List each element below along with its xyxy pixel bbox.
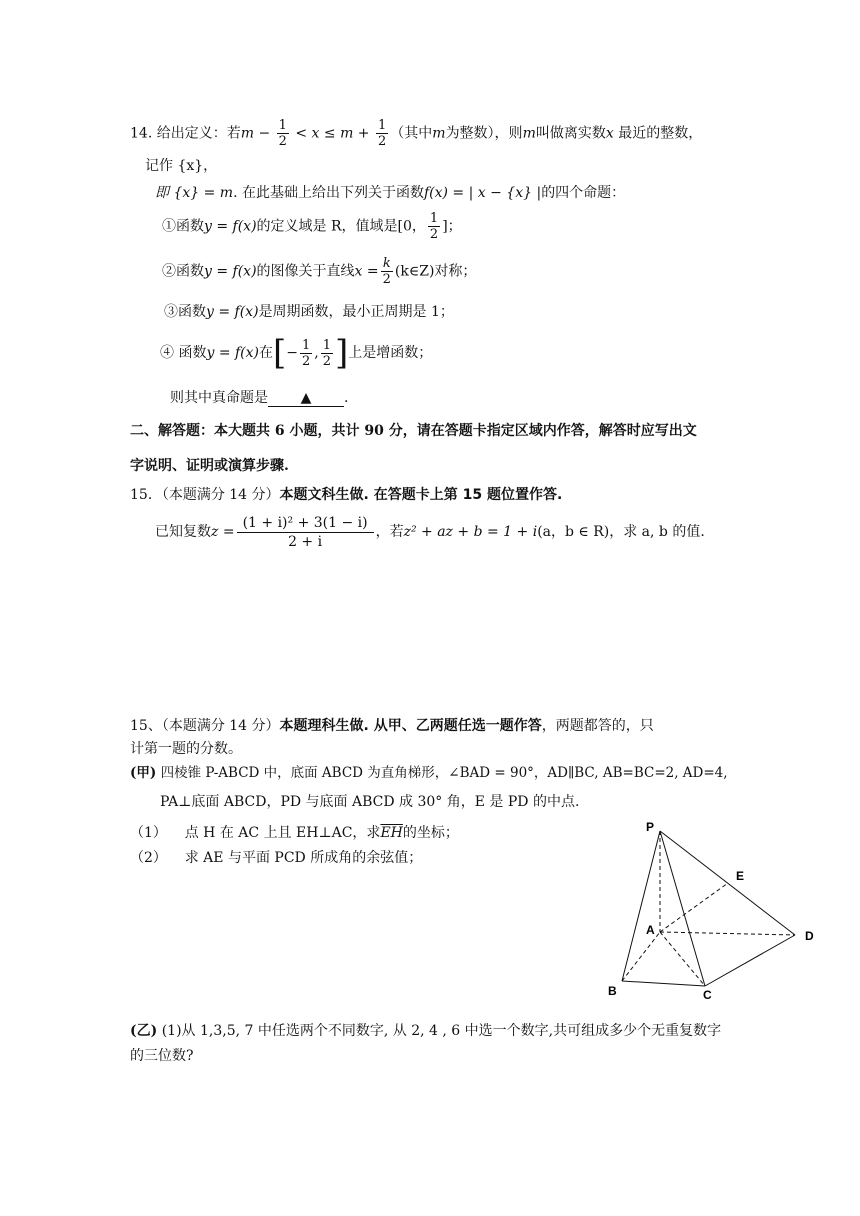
label-E: E bbox=[736, 869, 745, 883]
label-B: B bbox=[608, 984, 617, 998]
q15b-yi-line-1: (乙) (1)从 1,3,5, 7 中任选两个不同数字, 从 2, 4 , 6 中选一个数字,共可组成多少个无重复数字 bbox=[130, 1023, 722, 1039]
section-2-heading-line-2: 字说明、证明或演算步骤. bbox=[130, 458, 289, 474]
complex-fraction: $\frac{\text{(1 + i)² + 3(1 − i)}}{2 + i}$ bbox=[237, 514, 374, 551]
vector-eh: $\overline{EH}$ bbox=[380, 825, 403, 841]
answer-blank[interactable] bbox=[268, 390, 344, 407]
label-C: C bbox=[703, 988, 712, 1002]
label-D: D bbox=[805, 929, 814, 943]
pyramid-figure bbox=[600, 815, 830, 1005]
q14-number: 14. bbox=[130, 125, 153, 142]
q14-proposition-1: ①函数y = f(x)的定义域是 R，值域是[0， $\frac{1}{2}$ ]； bbox=[162, 211, 462, 242]
q15a-heading: 15．（本题满分 14 分）本题文科生做. 在答题卡上第 15 题位置作答. bbox=[130, 487, 563, 503]
q14-proposition-3: ③函数y = f(x)是周期函数，最小正周期是 1； bbox=[164, 304, 454, 320]
q15b-sub-2: （2） 求 AE 与平面 PCD 所成角的余弦值； bbox=[130, 850, 423, 866]
fraction-k-over-2: $\frac{k}{2}$ bbox=[382, 256, 391, 287]
q14-line-3: 即 {x} = m. 在此基础上给出下列关于函数f(x) = | x − {x} |的四个命题： bbox=[155, 185, 626, 201]
section-2-heading-line-1: 二、解答题：本大题共 6 小题，共计 90 分，请在答题卡指定区域内作答，解答时应写出文 bbox=[130, 423, 697, 439]
q14-answer-prompt: 则其中真命题是 ▲ . bbox=[170, 390, 349, 406]
q14-line-1: 14. 给出定义：若m − $\frac{1}{2}$ < x ≤ m + $\frac{1}{2}$ （其中m为整数），则m叫做离实数x 最近的整数， bbox=[130, 118, 703, 149]
q15b-yi-line-2: 的三位数? bbox=[130, 1048, 194, 1064]
q15b-jia-line-1: (甲) 四棱锥 P-ABCD 中，底面 ABCD 为直角梯形，∠BAD = 90°，AD∥BC, AB=BC=2, AD=4, bbox=[130, 765, 728, 781]
label-A: A bbox=[646, 923, 655, 937]
q15b-jia-line-2: PA⊥底面 ABCD，PD 与底面 ABCD 成 30° 角，E 是 PD 的中点. bbox=[160, 794, 580, 810]
q15b-heading: 15、（本题满分 14 分）本题理科生做. 从甲、乙两题任选一题作答，两题都答的，只 bbox=[130, 718, 654, 734]
q14-proposition-2: ②函数y = f(x)的图像关于直线x = $\frac{k}{2}$ (k∈Z)对称； bbox=[162, 256, 477, 287]
triangle-icon: ▲ bbox=[300, 390, 312, 406]
q15b-heading-line-2: 计第一题的分数。 bbox=[130, 741, 242, 757]
label-P: P bbox=[646, 820, 655, 834]
left-bracket: [ bbox=[273, 333, 287, 373]
q14-line-2: 记作 {x}， bbox=[145, 158, 218, 174]
fraction-one-half: $\frac{1}{2}$ bbox=[322, 337, 332, 369]
fraction-one-half: $\frac{1}{2}$ bbox=[429, 211, 439, 242]
right-bracket: ] bbox=[335, 333, 349, 373]
q15a-problem: 已知复数z = $\frac{\text{(1 + i)² + 3(1 − i)}}{2 + i}$ ，若z² + az + b = 1 + i(a，b ∈ R)，求 a, b 的值. bbox=[155, 514, 705, 550]
q14-proposition-4: ④ 函数y = f(x)在[− $\frac{1}{2}$ , $\frac{1}{2}$ ]上是增函数； bbox=[160, 333, 433, 373]
q15b-sub-1: （1） 点 H 在 AC 上且 EH⊥AC，求$\overline{EH}$的坐标； bbox=[130, 825, 459, 841]
fraction-one-half: $\frac{1}{2}$ bbox=[378, 118, 387, 149]
fraction-one-half: $\frac{1}{2}$ bbox=[278, 118, 287, 149]
fraction-one-half: $\frac{1}{2}$ bbox=[302, 337, 311, 369]
